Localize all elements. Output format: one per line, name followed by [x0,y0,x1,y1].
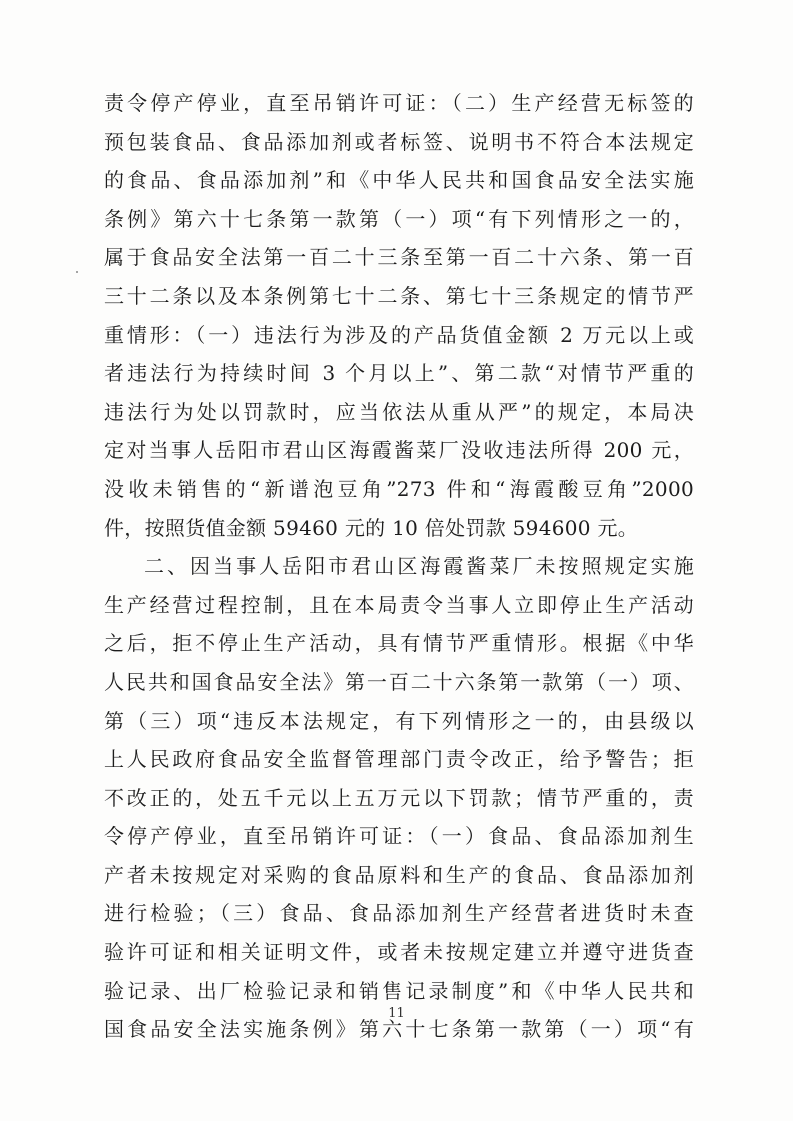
text-line: 违法行为处以罚款时，应当依法从重从严”的规定，本局决 [104,399,694,424]
body-text [104,84,694,1049]
text-line: 属于食品安全法第一百二十三条至第一百二十六条、第一百 [104,245,694,270]
text-line: 不改正的，处五千元以上五万元以下罚款；情节严重的，责 [104,785,694,810]
text-line: 生产经营过程控制，且在本局责令当事人立即停止生产活动 [104,592,694,617]
text-line: 重情形：（一）违法行为涉及的产品货值金额 2 万元以上或 [104,322,694,347]
text-line: 之后，拒不停止生产活动，具有情节严重情形。根据《中华 [104,631,694,656]
text-line: 条例》第六十七条第一款第（一）项“有下列情形之一的， [104,206,694,231]
text-line: 件，按照货值金额 59460 元的 10 倍处罚款 594600 元。 [104,515,639,540]
text-line: 国食品安全法实施条例》第六十七条第一款第（一）项“有 [104,1017,694,1042]
paragraph-start-line: 二、因当事人岳阳市君山区海霞酱菜厂未按照规定实施 [144,554,694,579]
text-line: 令停产停业，直至吊销许可证：（一）食品、食品添加剂生 [104,824,694,849]
text-line: 定对当事人岳阳市君山区海霞酱菜厂没收违法所得 200 元， [104,438,694,463]
text-line: 预包装食品、食品添加剂或者标签、说明书不符合本法规定 [104,129,694,154]
page-number: 11 [388,1006,405,1021]
text-line: 者违法行为持续时间 3 个月以上”、第二款“对情节严重的 [104,361,694,386]
text-line: 的食品、食品添加剂”和《中华人民共和国食品安全法实施 [104,168,694,193]
text-line: 人民共和国食品安全法》第一百二十六条第一款第（一）项、 [104,669,694,694]
text-line: 三十二条以及本条例第七十二条、第七十三条规定的情节严 [104,283,694,308]
text-line: 验许可证和相关证明文件，或者未按规定建立并遵守进货查 [104,940,694,965]
text-line: 产者未按规定对采购的食品原料和生产的食品、食品添加剂 [104,862,694,887]
text-line: 进行检验；（三）食品、食品添加剂生产经营者进货时未查 [104,901,694,926]
text-line: 没收未销售的“新谱泡豆角”273 件和“海霞酸豆角”2000 [104,476,694,501]
text-line: 责令停产停业，直至吊销许可证：（二）生产经营无标签的 [104,91,694,115]
text-line: 第（三）项“违反本法规定，有下列情形之一的，由县级以 [104,708,694,733]
text-line: 验记录、出厂检验记录和销售记录制度”和《中华人民共和 [104,978,694,1003]
scan-speck [76,271,78,273]
text-line: 上人民政府食品安全监督管理部门责令改正，给予警告；拒 [104,747,694,772]
